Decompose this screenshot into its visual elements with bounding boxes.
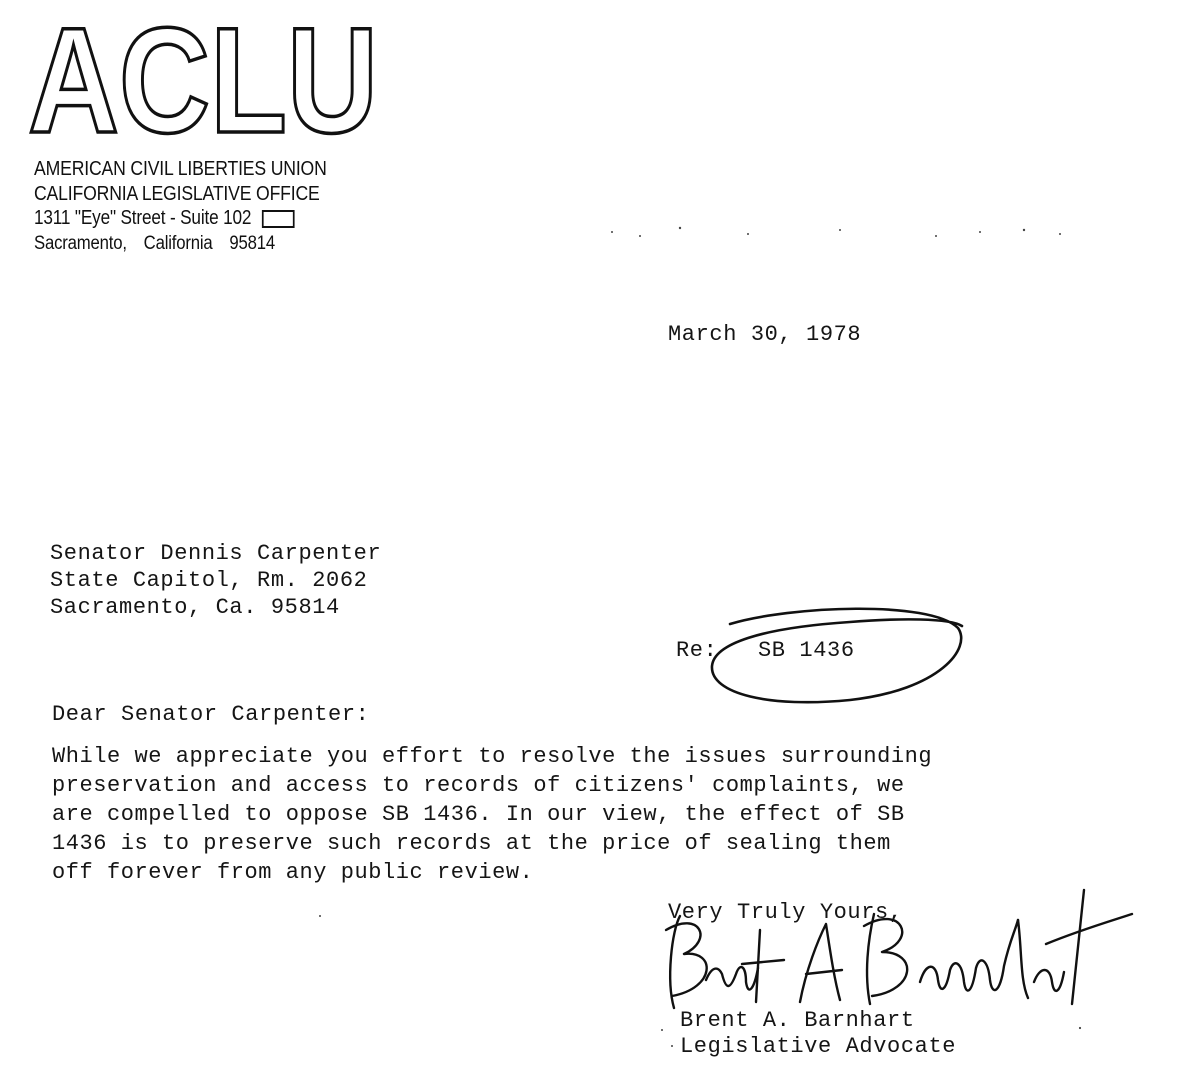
logo-text: ACLU bbox=[28, 14, 378, 154]
aclu-logo bbox=[26, 14, 386, 154]
re-bill-number: SB 1436 bbox=[758, 638, 855, 663]
street-address bbox=[34, 206, 327, 231]
body-line: 1436 is to preserve such records at the price of sealing them bbox=[52, 831, 891, 856]
addressee-line: Senator Dennis Carpenter bbox=[50, 541, 382, 566]
handwritten-signature bbox=[650, 870, 1150, 1020]
addressee-line: Sacramento, Ca. 95814 bbox=[50, 595, 340, 620]
signature-text: Brent A. Barnhart bbox=[660, 1018, 668, 1019]
street-address-text: 1311 "Eye" Street - Suite 102 bbox=[34, 207, 252, 229]
body-paragraph bbox=[52, 742, 1142, 887]
organization-name: AMERICAN CIVIL LIBERTIES UNION bbox=[34, 157, 327, 180]
letterhead-address bbox=[34, 156, 374, 257]
body-line: off forever from any public review. bbox=[52, 860, 534, 885]
letter-date: March 30, 1978 bbox=[668, 322, 862, 347]
office-name: CALIFORNIA LEGISLATIVE OFFICE bbox=[34, 182, 320, 205]
city: Sacramento, bbox=[34, 233, 127, 254]
re-label: Re: bbox=[676, 638, 718, 663]
body-line: are compelled to oppose SB 1436. In our view, the effect of SB bbox=[52, 802, 905, 827]
signer-title: Legislative Advocate bbox=[680, 1034, 957, 1059]
addressee-block bbox=[50, 540, 381, 621]
body-line: preservation and access to records of citizens' complaints, we bbox=[52, 773, 905, 798]
re-line bbox=[676, 638, 855, 663]
state: California bbox=[143, 233, 213, 254]
body-line: While we appreciate you effort to resolve the issues surrounding bbox=[52, 744, 933, 769]
signer-name: Brent A. Barnhart bbox=[680, 1008, 915, 1033]
city-line bbox=[34, 231, 333, 257]
salutation: Dear Senator Carpenter: bbox=[52, 702, 370, 727]
address-box-mark bbox=[262, 210, 295, 228]
aclu-logo-graphic bbox=[26, 14, 386, 154]
closing: Very Truly Yours, bbox=[668, 900, 903, 925]
addressee-line: State Capitol, Rm. 2062 bbox=[50, 568, 368, 593]
zip: 95814 bbox=[229, 233, 275, 254]
